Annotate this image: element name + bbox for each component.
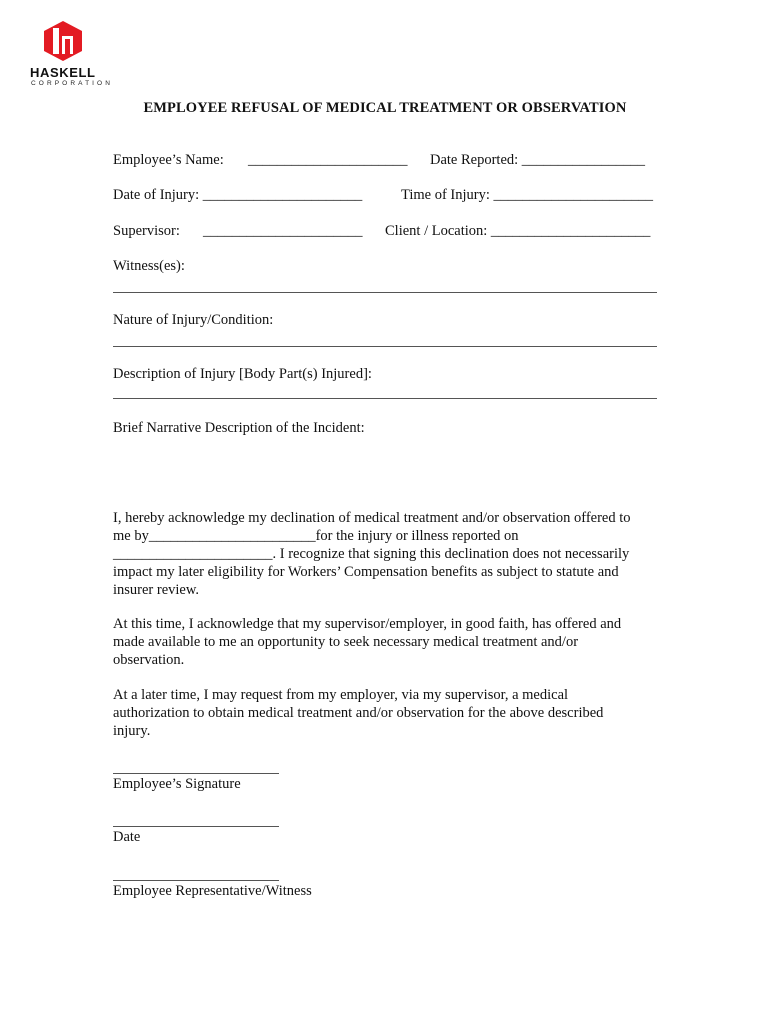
time-of-injury-field[interactable]: Time of Injury: ______________________	[401, 187, 654, 203]
logo-wordmark: HASKELL	[30, 65, 96, 80]
narrative-label: Brief Narrative Description of the Incident:	[113, 420, 365, 436]
date-signature-label: Date	[113, 829, 141, 845]
representative-signature-line[interactable]	[113, 880, 279, 881]
witnesses-label: Witness(es):	[113, 258, 185, 274]
date-of-injury-field[interactable]: Date of Injury: ______________________	[113, 187, 363, 203]
paragraph-line: At this time, I acknowledge that my supervisor/employer, in good faith, has offered and	[113, 616, 622, 632]
paragraph-line: insurer review.	[113, 582, 200, 598]
logo-subtitle: CORPORATION	[31, 80, 114, 87]
paragraph-line: me by_______________________for the injury or illness reported on	[113, 528, 519, 544]
paragraph-line: impact my later eligibility for Workers’ Compensation benefits as subject to statute and	[113, 564, 619, 580]
witnesses-line[interactable]	[113, 292, 657, 293]
description-label: Description of Injury [Body Part(s) Injured]:	[113, 366, 372, 382]
employee-signature-line[interactable]	[113, 773, 279, 774]
representative-signature-label: Employee Representative/Witness	[113, 883, 312, 899]
description-line[interactable]	[113, 398, 657, 399]
paragraph-line: authorization to obtain medical treatment and/or observation for the above described	[113, 705, 604, 721]
nature-label: Nature of Injury/Condition:	[113, 312, 274, 328]
offer-paragraph	[113, 615, 661, 669]
document-title: EMPLOYEE REFUSAL OF MEDICAL TREATMENT OR OBSERVATION	[143, 100, 627, 116]
supervisor-field[interactable]: ______________________	[203, 223, 363, 239]
later-request-paragraph	[113, 686, 661, 740]
paragraph-line: I, hereby acknowledge my declination of medical treatment and/or observation offered to	[113, 510, 631, 526]
employee-signature-label: Employee’s Signature	[113, 776, 241, 792]
paragraph-line: ______________________. I recognize that signing this declination does not necessarily	[113, 546, 630, 562]
date-reported-field[interactable]: Date Reported: _________________	[430, 152, 646, 168]
company-logo	[28, 20, 112, 90]
paragraph-line: injury.	[113, 723, 151, 739]
haskell-logo-icon	[40, 20, 86, 62]
date-signature-line[interactable]	[113, 826, 279, 827]
paragraph-line: made available to me an opportunity to seek necessary medical treatment and/or	[113, 634, 579, 650]
acknowledgement-paragraph	[113, 509, 661, 599]
employee-name-field[interactable]: ______________________	[248, 152, 408, 168]
supervisor-label: Supervisor:	[113, 223, 180, 239]
client-location-field[interactable]: Client / Location: ______________________	[385, 223, 651, 239]
employee-name-label: Employee’s Name:	[113, 152, 224, 168]
paragraph-line: At a later time, I may request from my employer, via my supervisor, a medical	[113, 687, 569, 703]
paragraph-line: observation.	[113, 652, 185, 668]
nature-line[interactable]	[113, 346, 657, 347]
